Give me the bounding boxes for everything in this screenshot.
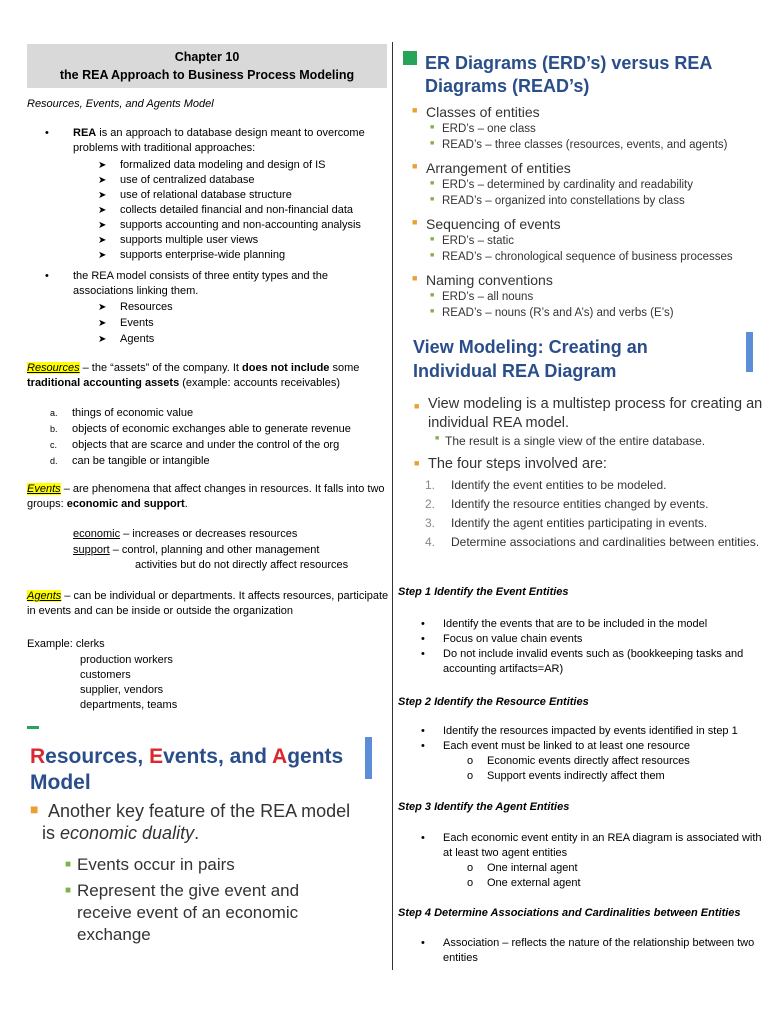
- list-item: [50, 406, 390, 422]
- duality-em: economic duality: [60, 823, 195, 843]
- orange-square-bullet: ■: [412, 217, 418, 227]
- comparison-sub: [426, 251, 766, 272]
- comparison-heading-text: Sequencing of events: [426, 216, 561, 232]
- step4-list: [421, 936, 763, 966]
- list-item: departments, teams: [80, 699, 178, 711]
- list-item: [421, 936, 763, 966]
- step-text: Identify the event entities to be modeled.: [451, 478, 667, 492]
- green-square-bullet: ■: [430, 140, 435, 147]
- list-item: [443, 861, 763, 876]
- step-number: 4.: [425, 535, 436, 549]
- view-modeling-sub: [435, 434, 765, 448]
- events-definition: [27, 482, 389, 512]
- green-square-bullet: ■: [435, 435, 440, 442]
- orange-square-bullet: ■: [412, 105, 418, 115]
- agents-definition: [27, 589, 389, 619]
- green-square-bullet: ■: [430, 292, 435, 299]
- entity-types-bullet: [73, 269, 387, 299]
- chapter-header: [27, 44, 387, 88]
- events-text: – are phenomena that affect changes in resources. It falls into two groups:: [27, 483, 385, 510]
- step-number: 2.: [425, 497, 436, 511]
- list-letter: d.: [50, 456, 58, 466]
- list-item: ➤ use of centralized database: [120, 173, 390, 188]
- step-text: Identify the resource entities changed by events.: [451, 497, 709, 511]
- list-item: [50, 438, 390, 454]
- title-text: gents: [287, 745, 344, 768]
- agents-text: – can be individual or departments. It affects resources, participate in events and can be inside or outside the organization: [27, 590, 389, 617]
- step-text: Identify the agent entities participating in events.: [451, 516, 708, 530]
- list-item: ➤ formalized data modeling and design of IS: [120, 158, 390, 173]
- list-text: Support events indirectly affect them: [487, 770, 665, 782]
- orange-square-bullet: ■: [414, 458, 420, 468]
- step2-heading: Step 2 Identify the Resource Entities: [398, 696, 589, 708]
- four-steps-text: The four steps involved are:: [428, 456, 607, 472]
- list-text: Identify the events that are to be included in the model: [443, 618, 708, 630]
- list-text: Each event must be linked to at least one resource: [443, 740, 691, 752]
- step3-list: [421, 831, 763, 891]
- list-item: [421, 617, 763, 632]
- resources-definition: [27, 361, 387, 391]
- comparison-sub: [426, 179, 766, 195]
- economic-term: economic: [73, 528, 121, 540]
- bullet-circle: o: [467, 755, 474, 767]
- entity-types-text: the REA model consists of three entity types and the associations linking them.: [73, 270, 328, 297]
- slide-accent-line: [27, 726, 39, 729]
- green-square-bullet: ■: [430, 180, 435, 187]
- green-square-bullet: ■: [430, 252, 435, 259]
- list-item: [421, 831, 763, 861]
- list-item: ➤ supports enterprise-wide planning: [120, 248, 390, 263]
- list-text: Each economic event entity in an REA diagram is associated with at least two agent entities: [443, 832, 762, 859]
- list-item: ➤ Resources: [120, 300, 173, 315]
- view-modeling-bullet: [414, 395, 768, 433]
- resources-text: (example: accounts receivables): [179, 377, 340, 389]
- green-square-bullet: ■: [430, 196, 435, 203]
- comparison-sub-text: ERD’s – static: [442, 235, 515, 247]
- duality-text: Another key feature of the REA model is: [42, 801, 351, 843]
- comparison-sub-text: READ’s – three classes (resources, events, and agents): [442, 139, 728, 151]
- comparison-heading: [412, 272, 766, 291]
- list-item: [421, 739, 763, 754]
- list-text: Association – reflects the nature of the relationship between two entities: [443, 937, 755, 964]
- support-definition-cont: activities but do not directly affect resources: [135, 559, 349, 571]
- comparison-sub: [426, 291, 766, 307]
- resources-text-bold: does not include: [242, 362, 330, 374]
- support-term: support: [73, 544, 110, 556]
- list-item: production workers: [80, 654, 173, 666]
- comparison-sub-text: ERD’s – one class: [442, 123, 536, 135]
- support-definition: [73, 543, 388, 558]
- duality-sub-text: Represent the give event and receive event of an economic exchange: [77, 881, 300, 944]
- bullet-dot: •: [421, 648, 425, 660]
- list-text: Economic events directly affect resources: [487, 755, 690, 767]
- list-item: ➤ use of relational database structure: [120, 188, 390, 203]
- rea-definition-bullet: [73, 126, 387, 156]
- list-text: Do not include invalid events such as (bookkeeping tasks and accounting artifacts=AR): [443, 648, 744, 675]
- comparison-heading-text: Arrangement of entities: [426, 160, 571, 176]
- rea-definition: is an approach to database design meant to overcome problems with traditional approaches:: [73, 127, 365, 154]
- resources-text: some: [329, 362, 360, 374]
- duality-text: .: [194, 823, 200, 843]
- list-letter: c.: [50, 440, 58, 450]
- title-letter: R: [30, 745, 46, 768]
- comparison-heading-text: Classes of entities: [426, 104, 540, 120]
- example-list: [80, 653, 177, 713]
- list-text: things of economic value: [72, 407, 194, 419]
- bullet-circle: o: [467, 770, 474, 782]
- title-text: Model: [30, 771, 91, 794]
- step1-list: [421, 617, 763, 677]
- list-item: ➤ supports accounting and non-accounting analysis: [120, 218, 390, 233]
- list-item: [421, 632, 763, 647]
- step1-heading: Step 1 Identify the Event Entities: [398, 586, 569, 598]
- comparison-sub-text: READ’s – organized into constellations by class: [442, 195, 685, 207]
- slide-accent-bar: [365, 737, 372, 779]
- orange-square-bullet: ■: [414, 401, 420, 411]
- section-subtitle: Resources, Events, and Agents Model: [27, 98, 214, 110]
- events-text: .: [184, 498, 188, 510]
- resources-term: Resources: [27, 362, 80, 374]
- slide-accent-bar: [746, 332, 753, 372]
- list-item: [443, 769, 763, 784]
- comparison-heading: [412, 216, 766, 235]
- bullet-dot: •: [421, 633, 425, 645]
- bullet-dot: •: [421, 725, 425, 737]
- green-square-bullet: ■: [65, 859, 72, 870]
- slide-accent-square: [403, 51, 417, 65]
- list-item: [425, 477, 765, 496]
- bullet-dot: •: [421, 740, 425, 752]
- comparison-sub: [426, 139, 766, 160]
- comparison-sub: [426, 307, 766, 323]
- chapter-title: the REA Approach to Business Process Modeling: [59, 68, 355, 82]
- comparison-sub: [426, 235, 766, 251]
- list-item: supplier, vendors: [80, 684, 164, 696]
- list-text: objects that are scarce and under the control of the org: [72, 439, 340, 451]
- economic-text: – increases or decreases resources: [120, 528, 298, 540]
- bullet-dot: •: [421, 937, 425, 949]
- list-letter: b.: [50, 424, 58, 434]
- view-modeling-title: View Modeling: Creating an Individual REA Diagram: [413, 337, 648, 381]
- list-item: [50, 422, 390, 438]
- step4-heading: Step 4 Determine Associations and Cardinalities between Entities: [398, 907, 741, 919]
- comparison-sub-text: READ’s – chronological sequence of business processes: [442, 251, 733, 263]
- rea-term: REA: [73, 127, 97, 139]
- erd-read-comparison: [412, 104, 766, 323]
- green-square-bullet: ■: [430, 236, 435, 243]
- agents-term: Agents: [27, 590, 62, 602]
- bullet-circle: o: [467, 877, 474, 889]
- list-item: [425, 534, 761, 550]
- bullet-dot: •: [421, 618, 425, 630]
- four-steps-list: [425, 477, 765, 550]
- title-text: vents, and: [163, 745, 273, 768]
- economic-duality-bullet: [30, 800, 362, 844]
- view-modeling-text: View modeling is a multistep process for creating an individual REA model.: [428, 396, 763, 431]
- green-square-bullet: ■: [430, 308, 435, 315]
- comparison-heading-text: Naming conventions: [426, 272, 553, 288]
- column-divider: [392, 42, 393, 970]
- step3-heading: Step 3 Identify the Agent Entities: [398, 801, 570, 813]
- comparison-heading: [412, 160, 766, 179]
- title-letter: E: [149, 745, 164, 768]
- resources-list: [50, 406, 390, 470]
- orange-square-bullet: ■: [412, 273, 418, 283]
- list-item: [421, 647, 763, 677]
- comparison-sub-text: READ’s – nouns (R’s and A’s) and verbs (E’s): [442, 307, 674, 319]
- step-number: 3.: [425, 516, 436, 530]
- duality-sub-1: [65, 854, 347, 876]
- list-text: One internal agent: [487, 862, 578, 874]
- duality-sub-2: [65, 880, 347, 946]
- events-groups: economic and support: [66, 498, 185, 510]
- resources-text: – the “assets” of the company. It: [79, 362, 243, 374]
- comparison-heading: [412, 104, 766, 123]
- entity-types-list: [120, 300, 173, 347]
- list-item: [425, 515, 765, 534]
- title-letter: A: [272, 745, 288, 768]
- step-number: 1.: [425, 478, 436, 492]
- list-item: ➤ Agents: [120, 332, 173, 347]
- green-square-bullet: ■: [430, 124, 435, 131]
- chapter-number: Chapter 10: [174, 50, 240, 64]
- economic-definition: [73, 527, 388, 542]
- step-text: Determine associations and cardinalities between entities.: [451, 535, 760, 549]
- list-letter: a.: [50, 408, 58, 418]
- rea-slide-title: [30, 744, 343, 796]
- list-item: [443, 754, 763, 769]
- example-label: Example: clerks: [27, 638, 105, 650]
- list-item: ➤ Events: [120, 316, 173, 331]
- title-text: esources,: [45, 745, 150, 768]
- comparison-sub: [426, 123, 766, 139]
- list-text: Focus on value chain events: [443, 633, 583, 645]
- orange-square-bullet: ■: [30, 801, 39, 817]
- list-text: One external agent: [487, 877, 581, 889]
- list-item: [425, 496, 765, 515]
- list-item: [50, 454, 390, 470]
- step2-list: [421, 724, 763, 784]
- bullet-dot: •: [421, 832, 425, 844]
- green-square-bullet: ■: [65, 885, 72, 896]
- orange-square-bullet: ■: [412, 161, 418, 171]
- list-item: ➤ collects detailed financial and non-financial data: [120, 203, 390, 218]
- comparison-sub-text: ERD’s – determined by cardinality and readability: [442, 179, 694, 191]
- list-text: can be tangible or intangible: [72, 455, 210, 467]
- list-item: [443, 876, 763, 891]
- support-text: – control, planning and other management: [109, 544, 320, 556]
- list-item: [421, 724, 763, 739]
- four-steps-bullet: [414, 456, 768, 472]
- events-term: Events: [27, 483, 61, 495]
- list-text: objects of economic exchanges able to generate revenue: [72, 423, 351, 435]
- list-item: customers: [80, 669, 131, 681]
- erd-vs-read-title: ER Diagrams (ERD’s) versus REA Diagrams (READ’s): [425, 53, 712, 96]
- view-modeling-sub-text: The result is a single view of the entire database.: [445, 434, 706, 448]
- list-item: ➤ supports multiple user views: [120, 233, 390, 248]
- list-text: Identify the resources impacted by events identified in step 1: [443, 725, 738, 737]
- duality-sub-text: Events occur in pairs: [77, 855, 235, 874]
- comparison-sub: [426, 195, 766, 216]
- rea-advantages-list: [120, 158, 390, 263]
- resources-text-bold: traditional accounting assets: [27, 377, 180, 389]
- comparison-sub-text: ERD’s – all nouns: [442, 291, 534, 303]
- bullet-circle: o: [467, 862, 474, 874]
